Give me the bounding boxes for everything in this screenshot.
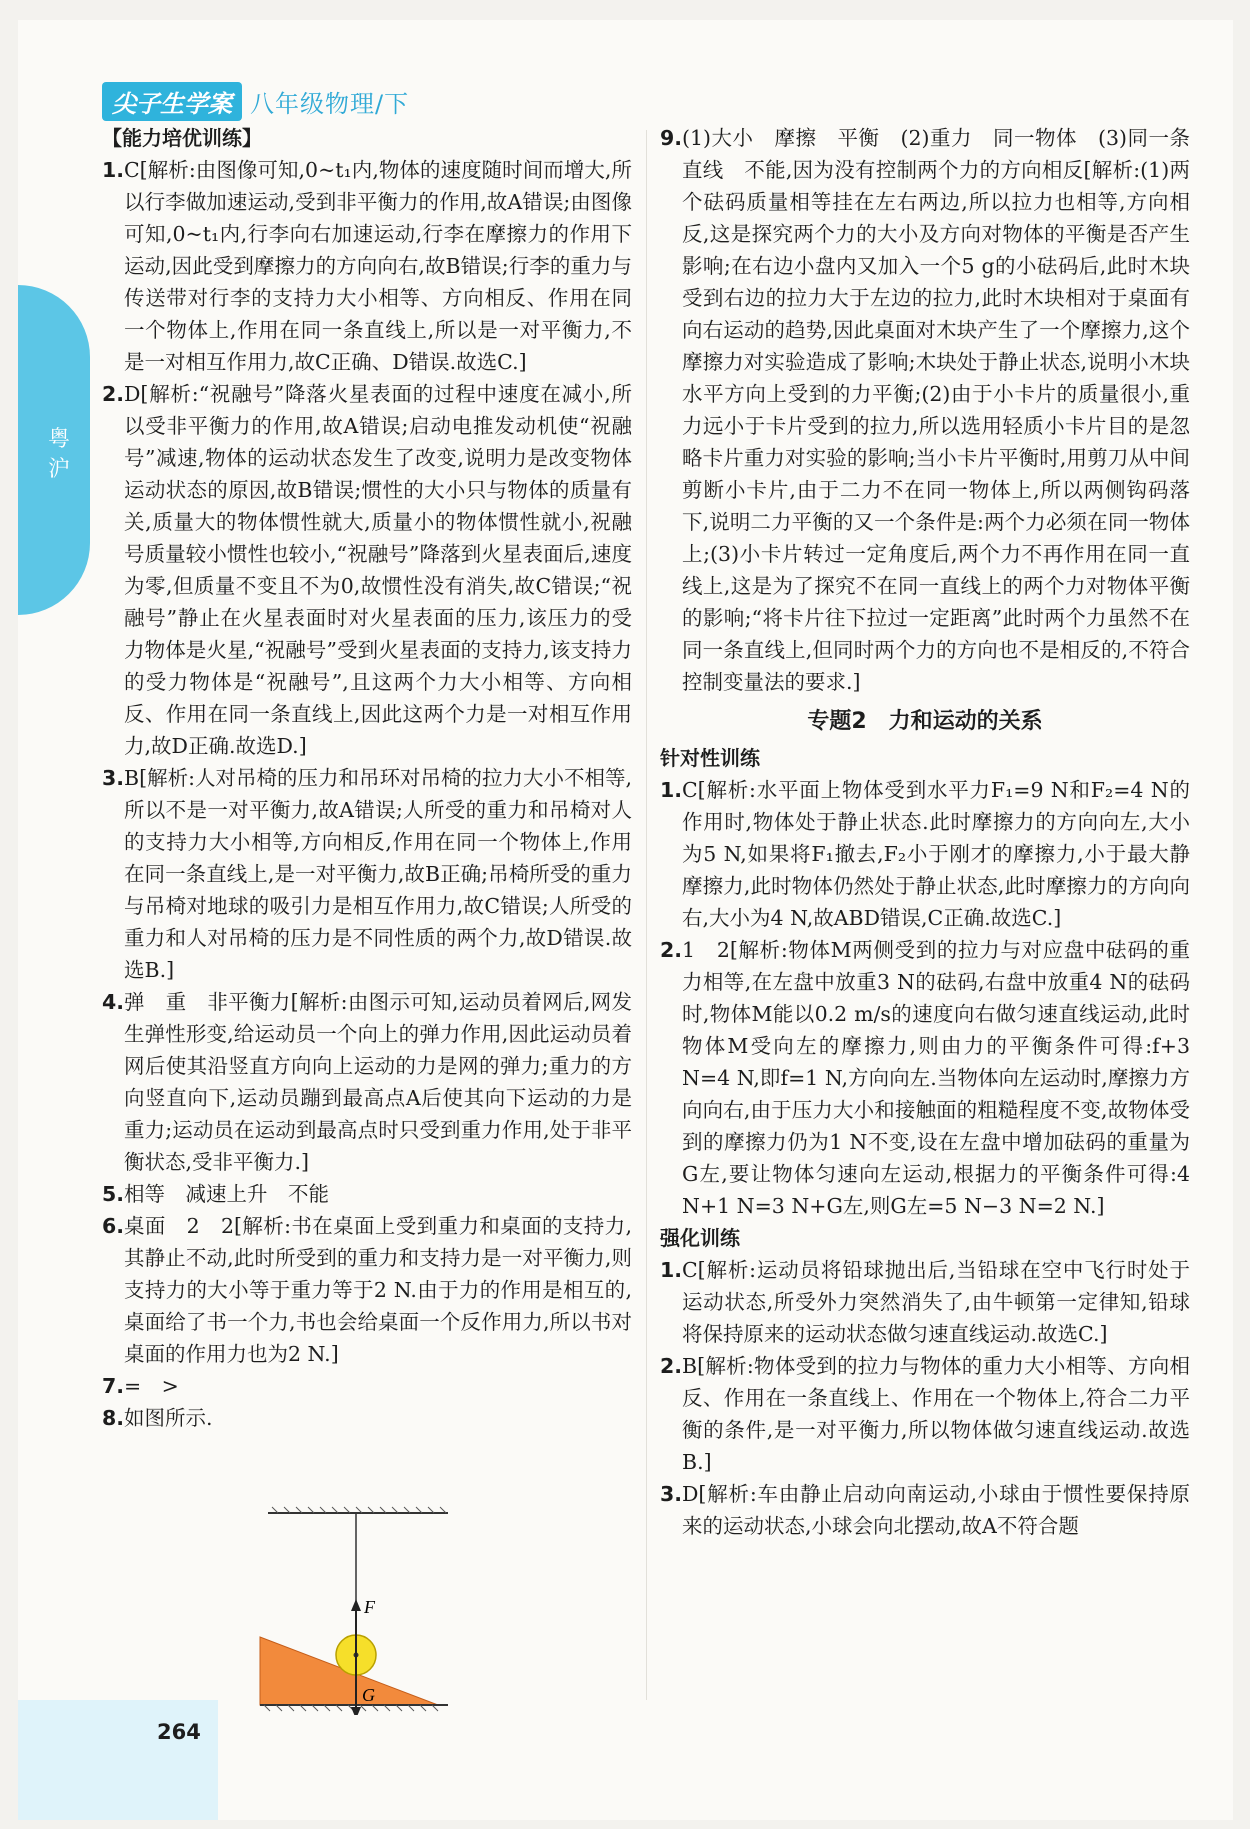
answer-item: [102, 378, 632, 762]
answer-number: 1.: [660, 1258, 683, 1282]
answer-number: 1.: [102, 158, 125, 182]
answer-text: 弹 重 非平衡力[解析:由图示可知,运动员着网后,网发生弹性形变,给运动员一个向上的弹力作用,因此运动员着网后使其沿竖直方向向上运动的力是网的弹力;重力的方向竖直向下,运动员蹦到最高点A后使其向下运动的力是重力;运动员在运动到最高点时只受到重力作用,处于非平衡状态,受非平衡力.]: [124, 990, 632, 1174]
answer-text: 1 2[解析:物体M两侧受到的拉力与对应盘中砝码的重力相等,在左盘中放重3 N的砝码,右盘中放重4 N的砝码时,物体M能以0.2 m/s的速度向右做匀速直线运动,此时物体M受向左的摩擦力,则由力的平衡条件可得:f+3 N=4 N,即f=1 N,方向向左.当物体向左运动时,摩擦力方向向右,由于压力大小和接触面的粗糙程度不变,故物体受到的摩擦力仍为1 N不变,设在左盘中增加砝码的重量为G左,要让物体匀速向左运动,根据力的平衡条件可得:4 N+1 N=3 N+G左,则G左=5 N−3 N=2 N.]: [682, 938, 1190, 1218]
answer-item: [102, 1178, 632, 1210]
answer-text: C[解析:水平面上物体受到水平力F₁=9 N和F₂=4 N的作用时,物体处于静止状态.此时摩擦力的方向向左,大小为5 N,如果将F₁撤去,F₂小于刚才的摩擦力,小于最大静摩擦力,此时物体仍然处于静止状态,此时摩擦力的方向向右,大小为4 N,故ABD错误,C正确.故选C.]: [682, 778, 1190, 930]
answer-item: [660, 1350, 1190, 1478]
answer-number: 5.: [102, 1182, 125, 1206]
page-number: 264: [157, 1720, 201, 1744]
force-f-label: F: [364, 1597, 375, 1617]
answer-text: D[解析:“祝融号”降落火星表面的过程中速度在减小,所以受非平衡力的作用,故A错误;启动电推发动机使“祝融号”减速,物体的运动状态发生了改变,说明力是改变物体运动状态的原因,故B错误;惯性的大小只与物体的质量有关,质量大的物体惯性就大,质量小的物体惯性就小,祝融号质量较小惯性也较小,“祝融号”降落到火星表面后,速度为零,但质量不变且不为0,故惯性没有消失,故C错误;“祝融号”静止在火星表面时对火星表面的压力,该压力的受力物体是火星,“祝融号”受到火星表面的支持力,该支持力的受力物体是“祝融号”,且这两个力大小相等、方向相反、作用在同一条直线上,因此这两个力是一对相互作用力,故D正确.故选D.]: [124, 382, 632, 758]
answer-item: [660, 774, 1190, 934]
answer-number: 1.: [660, 778, 683, 802]
answer-number: 2.: [660, 938, 683, 962]
side-tab-label: 粤沪: [48, 427, 71, 482]
answer-item: [660, 934, 1190, 1222]
answer-item: [660, 1478, 1190, 1542]
answer-item: [102, 762, 632, 986]
answer-item: [102, 154, 632, 378]
answer-number: 2.: [660, 1354, 683, 1378]
answer-text: 相等 减速上升 不能: [124, 1182, 329, 1206]
footer-strip: [18, 1700, 218, 1820]
answer-text: B[解析:物体受到的拉力与物体的重力大小相等、方向相反、作用在一条直线上、作用在一个物体上,符合二力平衡的条件,是一对平衡力,所以物体做匀速直线运动.故选B.]: [682, 1354, 1190, 1474]
answer-number: 3.: [102, 766, 125, 790]
right-column: [660, 122, 1190, 1542]
section-heading: 针对性训练: [660, 746, 760, 770]
page-header: [102, 82, 409, 120]
section-heading: 【能力培优训练】: [102, 126, 262, 150]
answer-item: [102, 1402, 632, 1434]
answer-number: 6.: [102, 1214, 125, 1238]
answer-text: = >: [124, 1374, 179, 1398]
answer-text: C[解析:运动员将铅球抛出后,当铅球在空中飞行时处于运动状态,所受外力突然消失了,由牛顿第一定律知,铅球将保持原来的运动状态做匀速直线运动.故选C.]: [682, 1258, 1190, 1346]
answer-number: 4.: [102, 990, 125, 1014]
answer-number: 8.: [102, 1406, 125, 1430]
answer-number: 9.: [660, 126, 683, 150]
answer-item: [102, 986, 632, 1178]
force-f-arrowhead: [351, 1599, 361, 1611]
left-column: [102, 122, 632, 1434]
answer-item: [102, 1210, 632, 1370]
section-heading: 强化训练: [660, 1226, 740, 1250]
answer-text: (1)大小 摩擦 平衡 (2)重力 同一物体 (3)同一条直线 不能,因为没有控制两个力的方向相反[解析:(1)两个砝码质量相等挂在左右两边,所以拉力也相等,方向相反,这是探究两个力的大小及方向对物体的平衡是否产生影响;在右边小盘内又加入一个5 g的小砝码后,此时木块受到右边的拉力大于左边的拉力,此时木块相对于桌面有向右运动的趋势,因此桌面对木块产生了一个摩擦力,这个摩擦力对实验造成了影响;木块处于静止状态,说明小木块水平方向上受到的力平衡;(2)由于小卡片的质量很小,重力远小于卡片受到的拉力,所以选用轻质小卡片目的是忽略卡片重力对实验的影响;当小卡片平衡时,用剪刀从中间剪断小卡片,由于二力不在同一物体上,所以两侧钩码落下,说明二力平衡的又一个条件是:两个力必须在同一物体上;(3)小卡片转过一定角度后,两个力不再作用在同一直线上,这是为了探究不在同一直线上的两个力对物体平衡的影响;“将卡片往下拉过一定距离”此时两个力虽然不在同一条直线上,但同时两个力的方向也不是相反的,不符合控制变量法的要求.]: [682, 126, 1190, 694]
answer-item: [660, 1254, 1190, 1350]
force-g-label: G: [362, 1685, 375, 1705]
answer-item: [102, 1370, 632, 1402]
answer-text: D[解析:车由静止启动向南运动,小球由于惯性要保持原来的运动状态,小球会向北摆动,故A不符合题: [682, 1482, 1190, 1538]
answer-item: [660, 122, 1190, 698]
column-divider: [646, 130, 647, 1700]
answer-number: 2.: [102, 382, 125, 406]
brand-logo: 尖子生学案: [102, 82, 242, 121]
force-diagram: [258, 1505, 488, 1715]
book-subtitle: 八年级物理/下: [250, 89, 410, 118]
side-tab: [18, 285, 90, 615]
answer-text: C[解析:由图像可知,0~t₁内,物体的速度随时间而增大,所以行李做加速运动,受到非平衡力的作用,故A错误;由图像可知,0~t₁内,行李向右加速运动,行李在摩擦力的作用下运动,因此受到摩擦力的方向向右,故B错误;行李的重力与传送带对行李的支持力大小相等、方向相反、作用在同一个物体上,作用在同一条直线上,所以是一对平衡力,不是一对相互作用力,故C正确、D错误.故选C.]: [124, 158, 632, 374]
topic-heading: 专题2 力和运动的关系: [807, 709, 1043, 734]
answer-number: 7.: [102, 1374, 125, 1398]
answer-text: B[解析:人对吊椅的压力和吊环对吊椅的拉力大小不相等,所以不是一对平衡力,故A错误;人所受的重力和吊椅对人的支持力大小相等,方向相反,作用在同一个物体上,作用在同一条直线上,是一对平衡力,故B正确;吊椅所受的重力与吊椅对地球的吸引力是相互作用力,故C错误;人所受的重力和人对吊椅的压力是不同性质的两个力,故D错误.故选B.]: [124, 766, 632, 982]
answer-number: 3.: [660, 1482, 683, 1506]
answer-text: 如图所示.: [124, 1406, 213, 1430]
answer-text: 桌面 2 2[解析:书在桌面上受到重力和桌面的支持力,其静止不动,此时所受到的重力和支持力是一对平衡力,则支持力的大小等于重力等于2 N.由于力的作用是相互的,桌面给了书一个力,书也会给桌面一个反作用力,所以书对桌面的作用力也为2 N.]: [124, 1214, 632, 1366]
force-g-arrowhead: [351, 1707, 361, 1715]
